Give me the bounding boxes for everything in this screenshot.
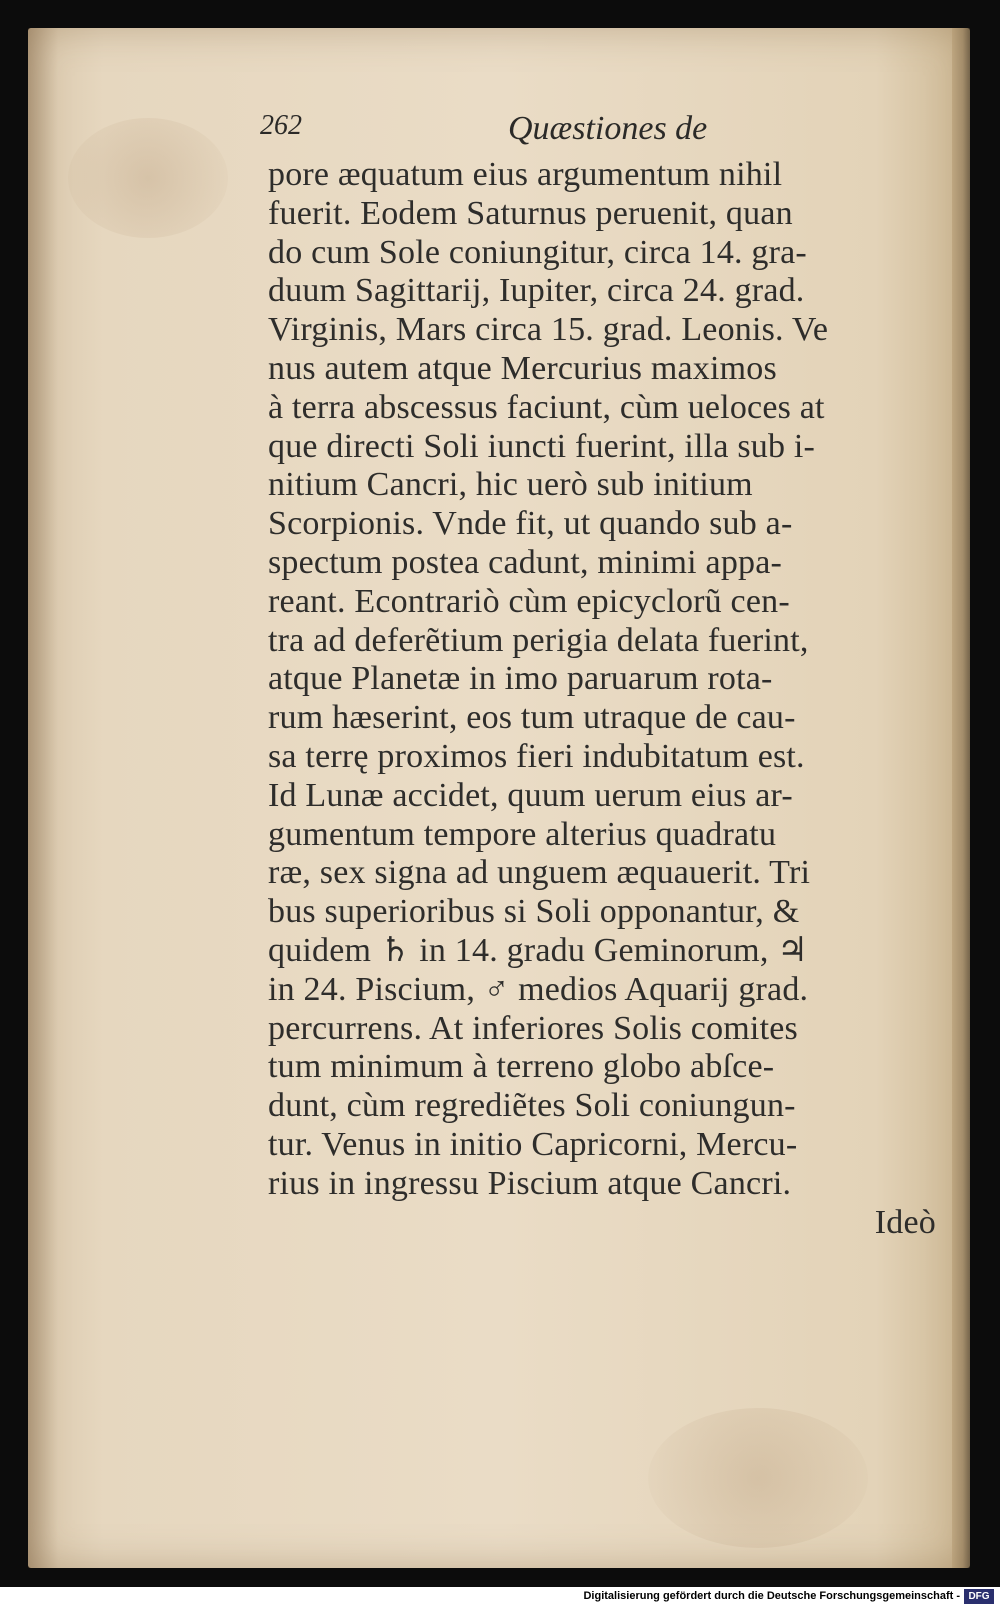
text-line: atque Planetæ in imo paruarum rota-	[268, 660, 773, 698]
text-line: gumentum tempore alterius quadratu	[268, 815, 777, 853]
text-line: nitium Cancri, hic uerò sub initium	[268, 466, 753, 504]
funding-credit: Digitalisierung gefördert durch die Deutsche Forschungsgemeinschaft -	[583, 1590, 960, 1602]
running-title: Quæstiones de	[508, 110, 708, 147]
text-line: fuerit. Eodem Saturnus peruenit, quan	[268, 194, 793, 232]
page-number: 262	[260, 110, 302, 141]
text-line: spectum postea cadunt, minimi appa-	[268, 543, 783, 581]
text-line: sa terrę proximos fieri indubitatum est.	[268, 737, 805, 775]
text-line: reant. Econtrariò cùm epicyclorũ cen-	[268, 582, 790, 620]
dfg-logo: DFG	[964, 1589, 994, 1604]
text-line: pore æquatum eius argumentum nihil	[268, 156, 783, 193]
body-text	[268, 156, 948, 1242]
text-line: tum minimum à terreno globo abſce-	[268, 1048, 775, 1086]
text-line: Scorpionis. Vnde fit, ut quando sub a-	[268, 505, 793, 543]
text-line: nus autem atque Mercurius maximos	[268, 349, 777, 387]
text-line: à terra abscessus faciunt, cùm ueloces at	[268, 388, 825, 426]
text-line: quidem ♄ in 14. gradu Geminorum, ♃	[268, 931, 808, 969]
page-gutter-shadow	[28, 28, 58, 1568]
text-line: rius in ingressu Piscium atque Cancri.	[268, 1164, 792, 1202]
text-line: do cum Sole coniungitur, circa 14. gra-	[268, 233, 807, 271]
page-edge	[952, 28, 970, 1568]
text-line: tra ad deferẽtium perigia delata fuerint,	[268, 621, 809, 659]
text-line: in 24. Piscium, ♂ medios Aquarij grad.	[268, 970, 809, 1008]
text-line: Id Lunæ accidet, quum uerum eius ar-	[268, 776, 793, 814]
text-line: tur. Venus in initio Capricorni, Mercu-	[268, 1125, 798, 1163]
paper-stain	[648, 1408, 868, 1548]
text-line: ræ, sex signa ad unguem æquauerit. Tri	[268, 854, 811, 892]
text-line: percurrens. At inferiores Solis comites	[268, 1009, 798, 1047]
text-line: Virginis, Mars circa 15. grad. Leonis. Ve	[268, 311, 829, 349]
paper-stain	[68, 118, 228, 238]
page-header	[260, 110, 940, 156]
text-line: que directi Soli iuncti fuerint, illa sub i-	[268, 427, 816, 465]
text-line: dunt, cùm regrediẽtes Soli coniungun-	[268, 1087, 796, 1125]
text-line: duum Sagittarij, Iupiter, circa 24. grad.	[268, 272, 805, 310]
catchword: Ideò	[874, 1203, 936, 1241]
text-line: bus superioribus si Soli opponantur, &	[268, 893, 800, 931]
text-line: rum hæserint, eos tum utraque de cau-	[268, 699, 796, 737]
footer-bar	[0, 1587, 1000, 1607]
